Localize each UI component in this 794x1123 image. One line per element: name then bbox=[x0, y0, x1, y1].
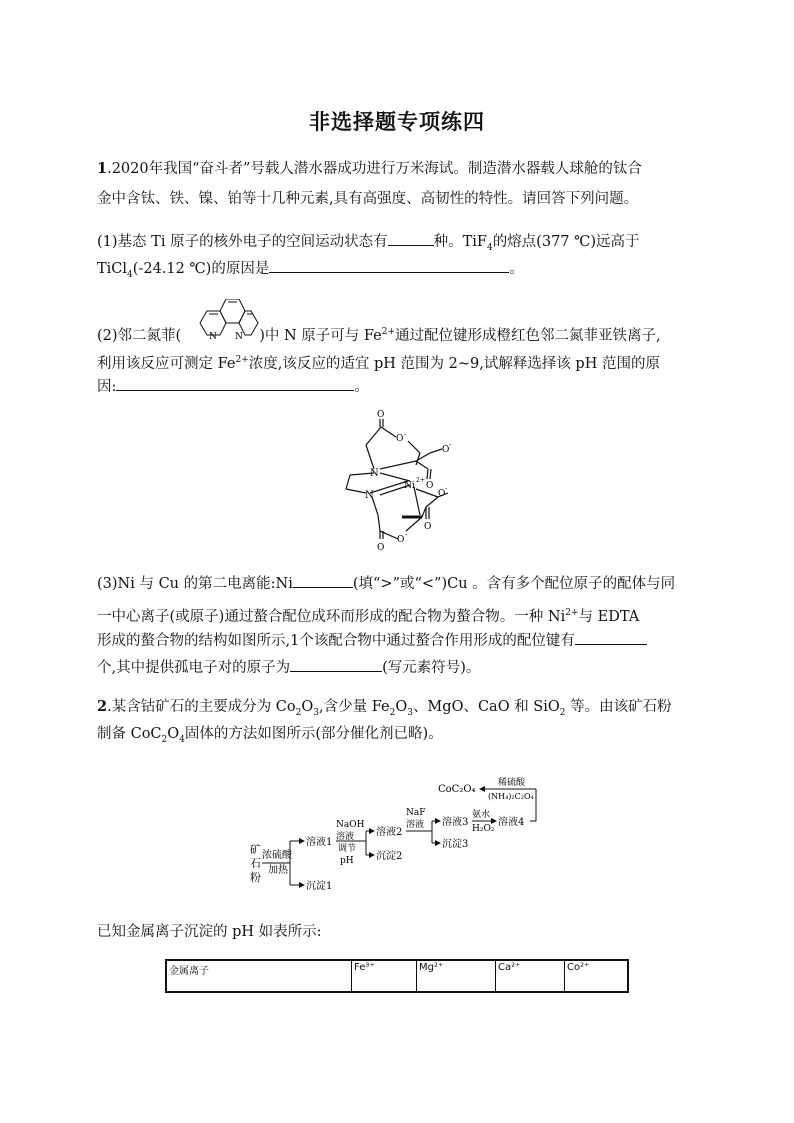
q2-text-h: O bbox=[167, 726, 180, 742]
q2-text-a: .某含钴矿石的主要成分为 Co bbox=[107, 699, 296, 715]
sub-2: 2 bbox=[161, 734, 168, 745]
flow-naf-solution: 溶液 bbox=[406, 820, 425, 830]
flow-ore-2: 石 bbox=[250, 857, 261, 870]
q2-text-f: 等。由该矿石粉 bbox=[565, 699, 672, 715]
flow-naoh-solution: 溶液 bbox=[336, 832, 355, 842]
q1-line-2: 金中含钛、铁、镍、铂等十几种元素,具有高强度、高韧性的特性。请回答下列问题。 bbox=[97, 191, 639, 207]
flow-oxalate: (NH₄)₂C₂O₄ bbox=[488, 792, 534, 801]
q2-text-b: O bbox=[301, 699, 314, 715]
sup-2plus: 2+ bbox=[381, 327, 396, 337]
q1-p1-text-c: 的熔点(377 ℃)远高于 bbox=[492, 234, 640, 250]
sub-2: 2 bbox=[559, 707, 566, 718]
edta-minus-1: - bbox=[404, 431, 407, 439]
sub-4: 4 bbox=[127, 269, 133, 280]
q1-part2-line3 bbox=[97, 376, 369, 397]
flow-solution-1: 溶液1 bbox=[306, 837, 333, 848]
edta-o-bottom: O bbox=[397, 535, 405, 545]
table-header-row bbox=[166, 960, 628, 992]
flow-adjust: 调节 bbox=[338, 844, 357, 854]
page-title: 非选择题专项练四 bbox=[309, 110, 485, 134]
q1-p3-text-b: (填“>”或“<”)Cu 。含有多个配位原子的配体与同 bbox=[352, 576, 676, 592]
phenanthroline-structure bbox=[187, 299, 265, 343]
answer-blank-3[interactable] bbox=[116, 376, 354, 391]
q2-line-1 bbox=[97, 697, 672, 723]
q1-part2-line1 bbox=[97, 322, 661, 346]
q1-p1-text-d: TiCl bbox=[97, 261, 128, 277]
q1-part3-line1 bbox=[97, 573, 675, 594]
flow-precipitate-1: 沉淀1 bbox=[306, 881, 333, 892]
flow-precipitate-2: 沉淀2 bbox=[376, 851, 403, 862]
q1-p3-text-d: 与 EDTA bbox=[578, 608, 640, 625]
sup-2plus: 2+ bbox=[565, 608, 579, 618]
metal-ion-ph-table bbox=[165, 959, 629, 993]
edta-minus-4: - bbox=[405, 531, 408, 539]
answer-blank-5[interactable] bbox=[575, 630, 647, 645]
edta-minus-2: - bbox=[449, 441, 452, 449]
flow-dilute-acid: 稀硫酸 bbox=[498, 778, 526, 788]
sup-2plus: 2+ bbox=[235, 355, 249, 365]
flow-precipitate-3: 沉淀3 bbox=[442, 839, 469, 850]
q1-p2-text-e: 浓度,该反应的适宜 pH 范围为 2~9,试解释选择该 pH 范围的原 bbox=[248, 355, 660, 372]
ni-edta-structure bbox=[330, 405, 470, 555]
q1-p3-text-c: 一中心离子(或原子)通过螯合配位成环而形成的配合物为螯合物。一种 Ni bbox=[97, 608, 566, 625]
edta-ni-label: Ni bbox=[404, 481, 415, 491]
q1-p2-text-b: )中 N 原子可与 Fe bbox=[259, 327, 382, 344]
q1-p1-text-b: 种。TiF bbox=[433, 234, 487, 250]
flow-heat: 加热 bbox=[268, 865, 288, 876]
flow-naoh: NaOH bbox=[336, 820, 365, 830]
q1-part1-line2 bbox=[97, 258, 524, 285]
q1-p3-text-a: (3)Ni 与 Cu 的第二电离能:Ni bbox=[97, 576, 293, 592]
table-header-cell: Co²⁺ bbox=[565, 960, 629, 992]
q2-text-i: 固体的方法如图所示(部分催化剂已略)。 bbox=[184, 726, 443, 742]
answer-blank-1[interactable] bbox=[388, 231, 434, 246]
q1-number: 1 bbox=[97, 160, 108, 177]
q1-part3-line4 bbox=[97, 657, 480, 678]
sub-4: 4 bbox=[179, 734, 185, 745]
edta-ni-charge: 2+ bbox=[416, 477, 425, 484]
edta-o-mid: O bbox=[426, 481, 434, 491]
table-intro: 已知金属离子沉淀的 pH 如表所示: bbox=[97, 924, 322, 940]
q2-number: 2 bbox=[97, 698, 108, 715]
flow-solution-2: 溶液2 bbox=[376, 827, 403, 838]
q1-p2-text-f: 因: bbox=[97, 379, 117, 395]
q2-line-2 bbox=[97, 724, 443, 750]
flow-acid: 浓硫酸 bbox=[262, 850, 292, 861]
q1-part1-line1 bbox=[97, 231, 640, 258]
sub-3: 3 bbox=[407, 707, 413, 718]
edta-minus-3: - bbox=[445, 485, 448, 493]
edta-o-right-lower: O bbox=[438, 489, 446, 499]
q1-p2-text-d: 利用该反应可测定 Fe bbox=[97, 355, 236, 372]
edta-n-lower: N bbox=[365, 490, 374, 501]
sub-2: 2 bbox=[389, 707, 396, 718]
table-header-cell: Mg²⁺ bbox=[417, 960, 496, 992]
q1-p1-text-e: (-24.12 ℃)的原因是 bbox=[132, 261, 270, 277]
sub-4: 4 bbox=[486, 242, 493, 253]
table-header-cell: 金属离子 bbox=[166, 960, 352, 992]
table-header-cell: Fe³⁺ bbox=[352, 960, 417, 992]
flow-solution-4: 溶液4 bbox=[498, 817, 525, 828]
edta-o-bottom-right: O bbox=[424, 522, 432, 532]
q1-text-1: .2020年我国“奋斗者”号载人潜水器成功进行万米海试。制造潜水器载人球舱的钛合 bbox=[107, 161, 642, 177]
flow-h2o2: H₂O₂ bbox=[472, 824, 495, 834]
flow-ore-3: 粉 bbox=[250, 871, 261, 884]
q1-p3-text-g: (写元素符号)。 bbox=[382, 660, 481, 676]
q1-p2-text-c: 通过配位键形成橙红色邻二氮菲亚铁离子, bbox=[395, 327, 661, 344]
flow-product: CoC₂O₄ bbox=[438, 784, 476, 795]
phen-n-right: N bbox=[235, 332, 243, 342]
edta-o-bottom-left: O bbox=[377, 543, 385, 553]
q1-p1-text-f: 。 bbox=[509, 261, 524, 277]
q1-part2-line2 bbox=[97, 350, 660, 374]
answer-blank-4[interactable] bbox=[293, 573, 353, 588]
phen-n-left: N bbox=[209, 332, 217, 342]
q2-text-c: ,含少量 Fe bbox=[319, 699, 390, 715]
process-flowchart bbox=[240, 765, 560, 897]
sub-3: 3 bbox=[313, 707, 319, 718]
q1-p3-text-f: 个,其中提供孤电子对的原子为 bbox=[97, 660, 291, 676]
edta-o-top: O bbox=[377, 410, 385, 420]
edta-n-upper: N bbox=[370, 468, 379, 479]
q2-text-e: 、MgO、CaO 和 SiO bbox=[412, 699, 560, 715]
flow-solution-3: 溶液3 bbox=[442, 817, 469, 828]
q1-p1-text-a: (1)基态 Ti 原子的核外电子的空间运动状态有 bbox=[97, 234, 388, 250]
q1-p2-text-g: 。 bbox=[354, 379, 369, 395]
answer-blank-2[interactable] bbox=[269, 258, 509, 273]
q2-text-g: 制备 CoC bbox=[97, 726, 162, 742]
flow-ore-1: 矿 bbox=[250, 843, 261, 856]
answer-blank-6[interactable] bbox=[290, 657, 382, 672]
q1-part3-line2 bbox=[97, 603, 639, 627]
edta-o-upper: O bbox=[396, 434, 404, 444]
q1-p3-text-e: 形成的螯合物的结构如图所示,1个该配合物中通过螯合作用形成的配位键有 bbox=[97, 633, 575, 649]
edta-o-right-upper: O bbox=[442, 445, 450, 455]
q1-part3-line3 bbox=[97, 630, 647, 651]
q1-p2-text-a: (2)邻二氮菲( bbox=[97, 327, 182, 344]
flow-ammonia: 氨水 bbox=[472, 810, 491, 820]
table-header-cell: Ca²⁺ bbox=[496, 960, 565, 992]
q2-text-d: O bbox=[395, 699, 408, 715]
q1-line-1 bbox=[97, 159, 642, 179]
flow-naf: NaF bbox=[406, 808, 426, 818]
sub-2: 2 bbox=[295, 707, 302, 718]
flow-ph: pH bbox=[340, 856, 354, 866]
